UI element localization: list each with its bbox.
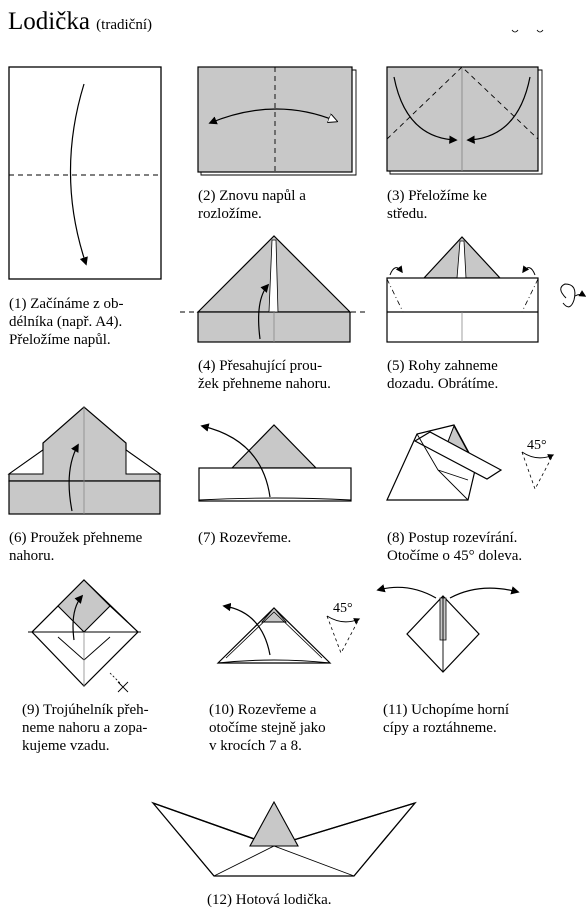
step-6-diagram — [9, 407, 160, 514]
step-10-diagram — [218, 601, 359, 663]
step-5-caption: (5) Rohy zahneme dozadu. Obrátíme. — [387, 358, 499, 392]
step-7-caption: (7) Rozevřeme. — [198, 530, 292, 546]
step-1-caption: (1) Začínáme z ob- délníka (např. A4). Přeložíme napůl. — [9, 296, 124, 348]
step-9-diagram — [28, 580, 142, 692]
step-11-caption: (11) Uchopíme horní cípy a roztáhneme. — [383, 702, 510, 736]
angle-label-8: 45° — [527, 438, 547, 453]
corner-mark — [512, 30, 543, 32]
title-main: Lodička — [8, 8, 90, 35]
step-3-caption: (3) Přeložíme ke středu. — [387, 188, 487, 222]
step-9-caption: (9) Trojúhelník přeh- neme nahoru a zopa- kujeme vzadu. — [22, 702, 149, 754]
step-7-diagram — [199, 425, 351, 501]
angle-label-10: 45° — [333, 601, 353, 616]
title-subtitle: (tradiční) — [96, 17, 152, 33]
step-2-diagram — [198, 67, 356, 175]
step-4-caption: (4) Přesahující prou- žek přehneme nahoru. — [198, 358, 331, 392]
step-10-caption: (10) Rozevřeme a otočíme stejně jako v krocích 7 a 8. — [209, 702, 326, 754]
step-4-diagram — [180, 236, 368, 342]
step-6-caption: (6) Proužek přehneme nahoru. — [9, 530, 143, 564]
step-11-diagram — [378, 587, 518, 672]
step-3-diagram — [387, 67, 542, 174]
step-2-caption: (2) Znovu napůl a rozložíme. — [198, 188, 306, 222]
step-8-diagram — [387, 425, 553, 500]
step-12-caption: (12) Hotová lodička. — [207, 892, 332, 908]
step-12-boat — [153, 802, 415, 876]
step-8-caption: (8) Postup rozevírání. Otočíme o 45° doleva. — [387, 530, 523, 564]
step-1-diagram — [9, 67, 161, 279]
step-5-diagram — [387, 237, 585, 342]
